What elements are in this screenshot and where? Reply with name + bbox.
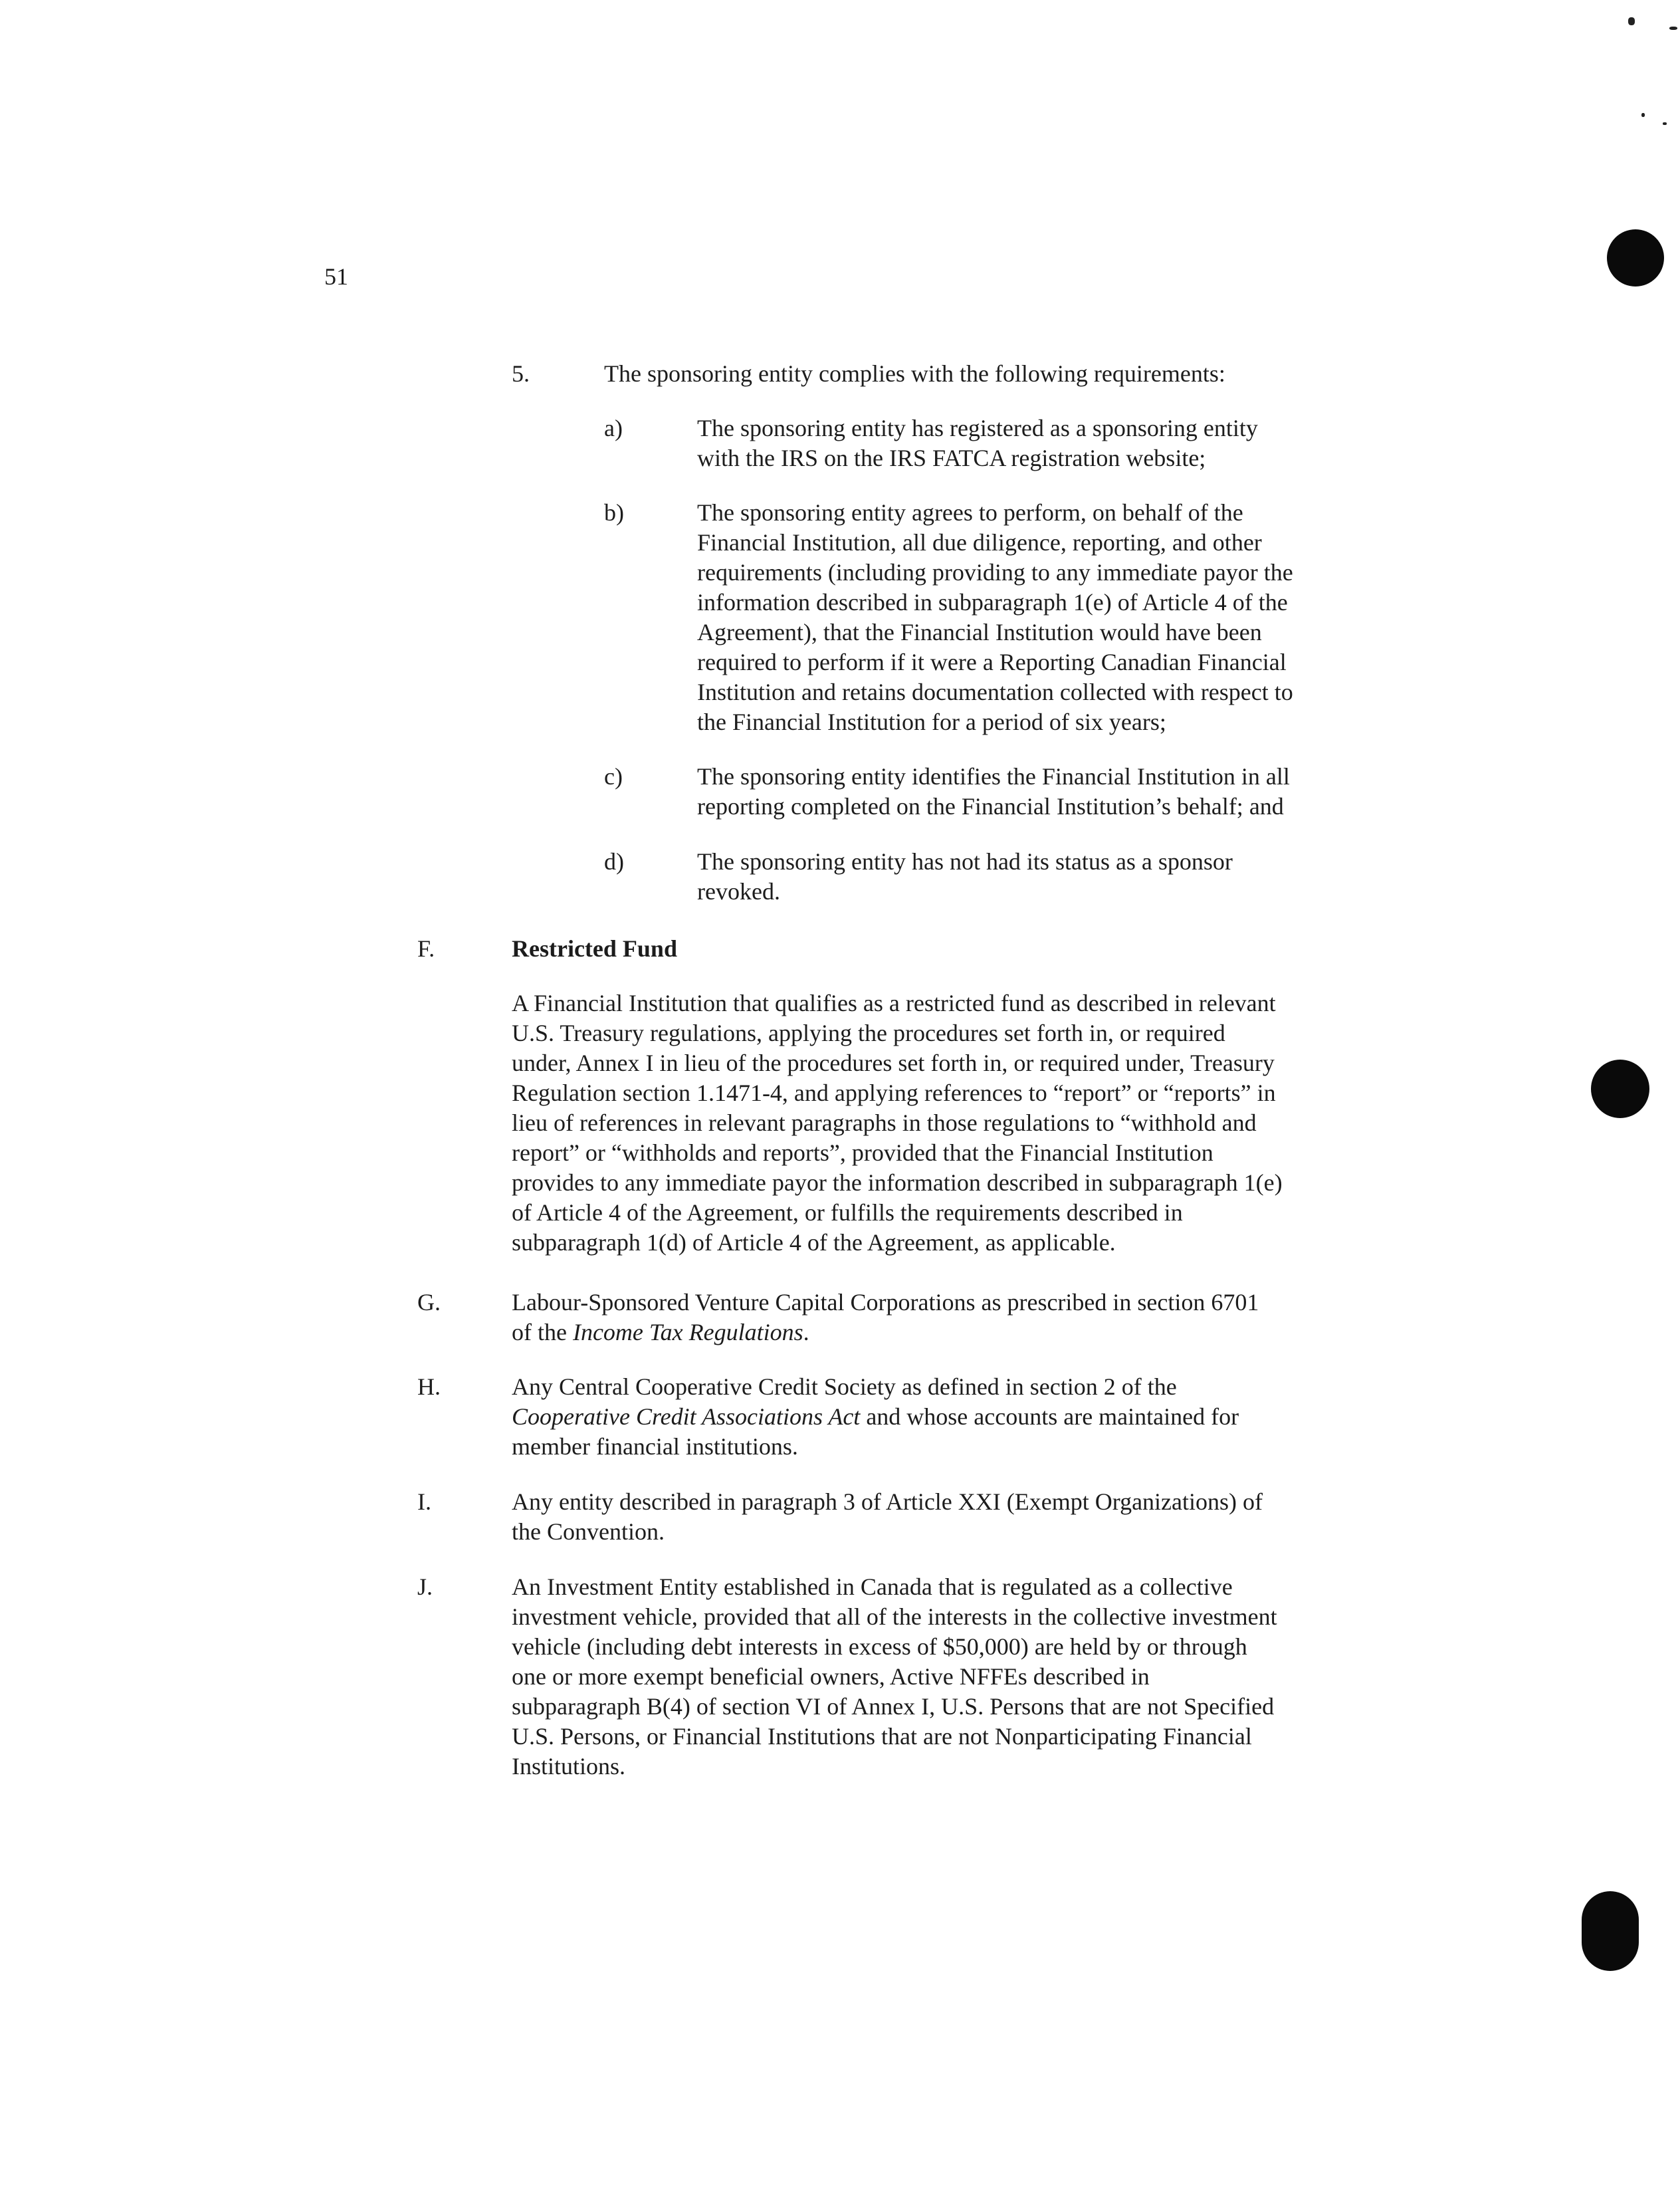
text-line: the Convention. — [512, 1518, 665, 1545]
text-line: report” or “withholds and reports”, provided that the Financial Institution — [512, 1139, 1213, 1166]
text-line: information described in subparagraph 1(e) of Article 4 of the — [697, 589, 1288, 616]
text-line: required to perform if it were a Reporting Canadian Financial — [697, 649, 1287, 675]
scan-speck — [1663, 122, 1667, 125]
section-f-heading: Restricted Fund — [512, 935, 677, 962]
section-h-label: H. — [417, 1373, 441, 1400]
section-i-label: I. — [417, 1488, 431, 1515]
text-segment: and whose accounts are maintained for — [860, 1403, 1239, 1430]
text-line: subparagraph 1(d) of Article 4 of the Agreement, as applicable. — [512, 1229, 1116, 1256]
text-line: of Article 4 of the Agreement, or fulfills the requirements described in — [512, 1199, 1183, 1226]
scan-speck — [1641, 113, 1645, 117]
text-line: Financial Institution, all due diligence, reporting, and other — [697, 529, 1262, 556]
subitem-b-label: b) — [604, 499, 624, 526]
item-5-label: 5. — [512, 360, 530, 387]
text-line: provides to any immediate payor the information described in subparagraph 1(e) — [512, 1169, 1283, 1196]
page-number: 51 — [324, 263, 348, 290]
text-line: The sponsoring entity agrees to perform, on behalf of the — [697, 499, 1243, 526]
section-g-text — [512, 1288, 1259, 1347]
subitem-d-label: d) — [604, 848, 624, 875]
subitem-b-text — [697, 498, 1293, 737]
scan-speck — [1669, 27, 1677, 30]
section-i-text — [512, 1487, 1263, 1547]
punch-hole — [1607, 229, 1664, 287]
section-h-text — [512, 1372, 1239, 1462]
text-line: vehicle (including debt interests in excess of $50,000) are held by or through — [512, 1633, 1247, 1660]
act-title: Cooperative Credit Associations Act — [512, 1403, 861, 1430]
text-line: A Financial Institution that qualifies as a restricted fund as described in relevant — [512, 990, 1276, 1016]
text-line: Regulation section 1.1471-4, and applying references to “report” or “reports” in — [512, 1080, 1276, 1106]
text-line: revoked. — [697, 878, 780, 905]
text-line: Agreement), that the Financial Institution would have been — [697, 619, 1262, 645]
text-line: with the IRS on the IRS FATCA registration website; — [697, 445, 1206, 471]
text-line: Labour-Sponsored Venture Capital Corporations as prescribed in section 6701 — [512, 1289, 1259, 1316]
text-line: under, Annex I in lieu of the procedures set forth in, or required under, Treasury — [512, 1050, 1275, 1076]
subitem-c-label: c) — [604, 763, 623, 790]
text-line — [512, 1402, 1239, 1432]
section-j-text — [512, 1572, 1277, 1782]
text-line: investment vehicle, provided that all of the interests in the collective investment — [512, 1603, 1277, 1630]
regulation-title: Income Tax Regulations — [572, 1319, 803, 1345]
punch-hole — [1582, 1891, 1639, 1971]
section-j-label: J. — [417, 1573, 433, 1600]
text-line: The sponsoring entity has registered as a sponsoring entity — [697, 415, 1258, 441]
text-segment: . — [803, 1319, 809, 1345]
subitem-d-text — [697, 847, 1233, 907]
text-line: An Investment Entity established in Canada that is regulated as a collective — [512, 1573, 1233, 1600]
text-line: requirements (including providing to any immediate payor the — [697, 559, 1293, 586]
section-f-text — [512, 988, 1283, 1258]
text-line: Any Central Cooperative Credit Society as defined in section 2 of the — [512, 1373, 1177, 1400]
section-g-label: G. — [417, 1289, 441, 1316]
punch-hole — [1591, 1060, 1649, 1118]
subitem-a-text — [697, 413, 1258, 473]
text-line: the Financial Institution for a period of six years; — [697, 709, 1166, 735]
text-line — [512, 1318, 1259, 1347]
text-segment: of the — [512, 1319, 573, 1345]
subitem-c-text — [697, 762, 1290, 822]
subitem-a-label: a) — [604, 415, 623, 441]
text-line: member financial institutions. — [512, 1433, 798, 1460]
text-line: subparagraph B(4) of section VI of Annex I, U.S. Persons that are not Specified — [512, 1693, 1275, 1720]
text-line: U.S. Treasury regulations, applying the procedures set forth in, or required — [512, 1020, 1225, 1046]
text-line: reporting completed on the Financial Institution’s behalf; and — [697, 793, 1284, 820]
text-line: Institutions. — [512, 1753, 626, 1780]
text-line: The sponsoring entity identifies the Financial Institution in all — [697, 763, 1290, 790]
text-line: U.S. Persons, or Financial Institutions that are not Nonparticipating Financial — [512, 1723, 1252, 1750]
text-line: Institution and retains documentation collected with respect to — [697, 679, 1293, 705]
text-line: lieu of references in relevant paragraphs in those regulations to “withhold and — [512, 1109, 1257, 1136]
scan-speck — [1628, 17, 1635, 25]
text-line: Any entity described in paragraph 3 of Article XXI (Exempt Organizations) of — [512, 1488, 1263, 1515]
item-5-text: The sponsoring entity complies with the following requirements: — [604, 360, 1225, 387]
text-line: one or more exempt beneficial owners, Active NFFEs described in — [512, 1663, 1150, 1690]
section-f-label: F. — [417, 935, 435, 962]
text-line: The sponsoring entity has not had its status as a sponsor — [697, 848, 1233, 875]
